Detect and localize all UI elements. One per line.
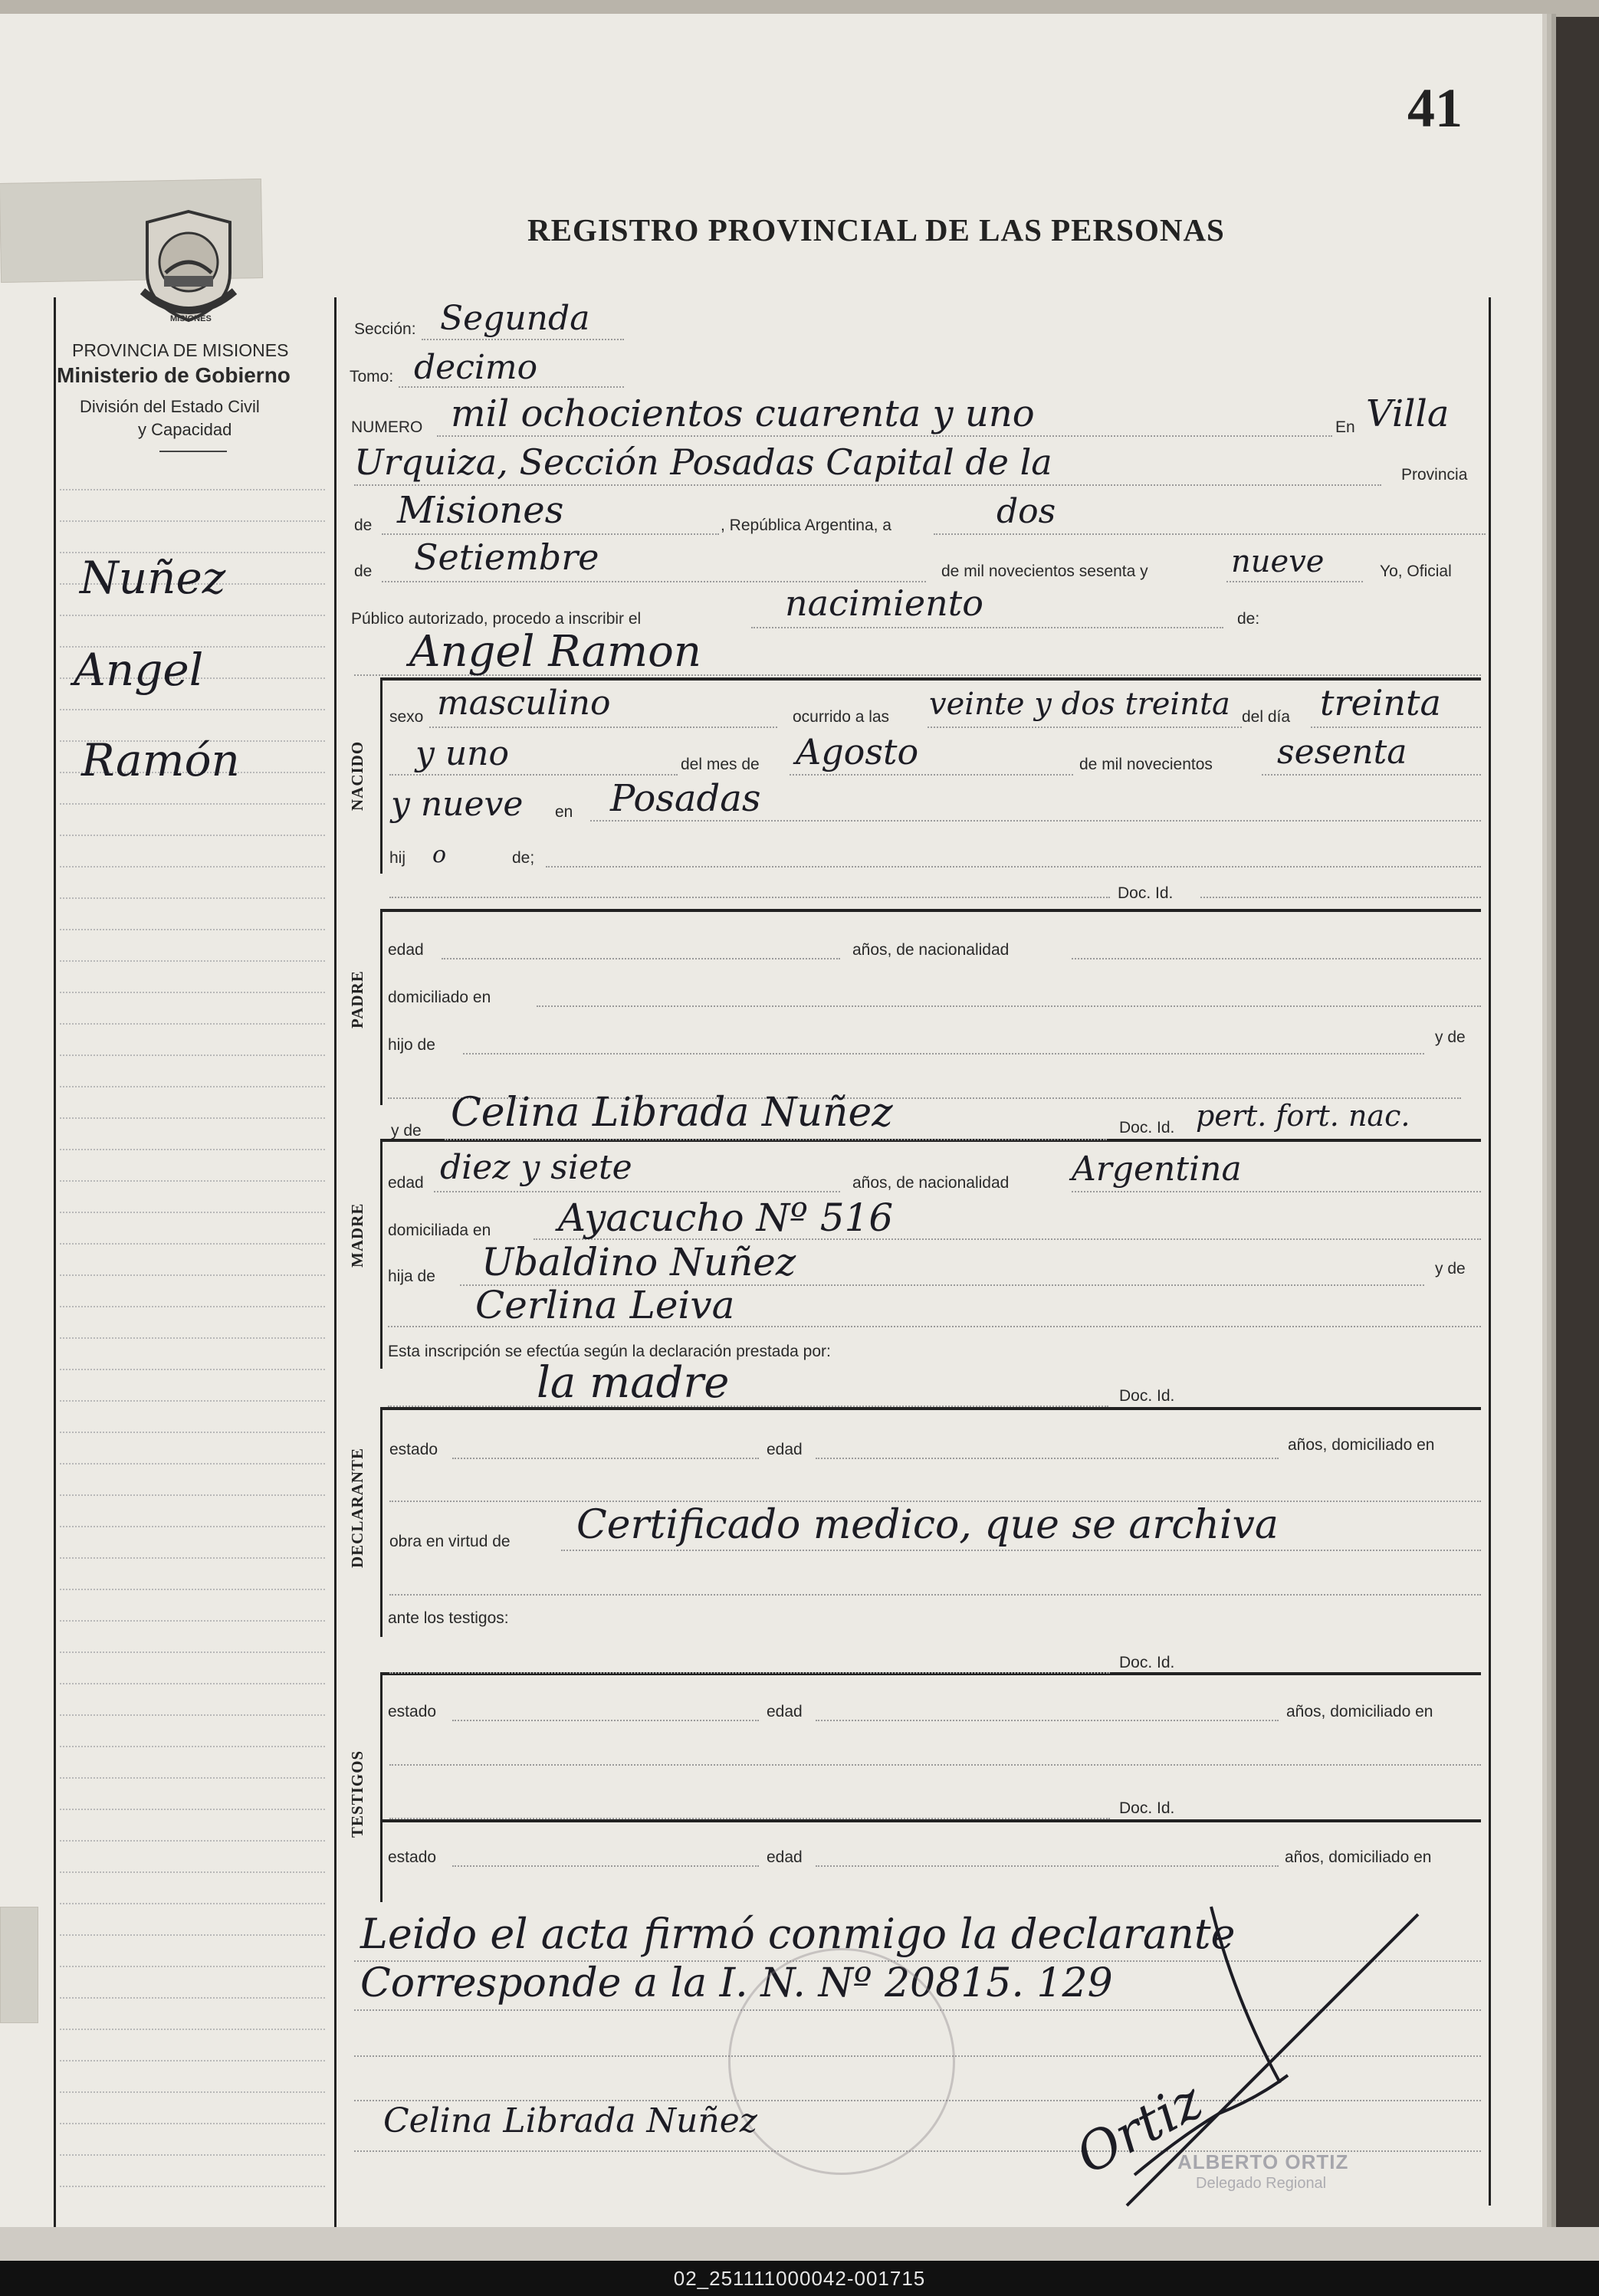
margin-ruled-line <box>60 1620 325 1622</box>
margin-ruled-line <box>60 1180 325 1182</box>
bracket-testigos <box>380 1672 383 1902</box>
line-testigo1-nombre <box>389 1672 1110 1674</box>
line-nac-padre <box>1072 958 1481 959</box>
margin-ruled-line <box>60 960 325 962</box>
margin-ruled-line <box>60 1243 325 1245</box>
margin-ruled-line <box>60 1777 325 1779</box>
label-domiciliado-padre: domiciliado en <box>388 989 491 1006</box>
margin-ruled-line <box>60 1746 325 1747</box>
margin-ruled-line <box>60 1117 325 1119</box>
value-lugar-nac: Posadas <box>610 777 761 820</box>
label-del-dia: del día <box>1242 708 1291 726</box>
margin-ruled-line <box>60 709 325 710</box>
label-hija-de: hija de <box>388 1268 435 1285</box>
label-de-colon: de: <box>1237 610 1260 628</box>
line-hij-de <box>546 866 1481 868</box>
line-place <box>354 484 1381 486</box>
form-right-border <box>1489 297 1491 2206</box>
label-doc-id-nacido: Doc. Id. <box>1118 884 1174 902</box>
margin-ruled-line <box>60 897 325 899</box>
margin-ruled-line <box>60 2186 325 2187</box>
line-anio-nac <box>1262 774 1481 776</box>
line-nac-doc <box>389 897 1110 898</box>
margin-ruled-line <box>60 1086 325 1087</box>
label-doc-id-decl: Doc. Id. <box>1119 1387 1175 1405</box>
label-hijo-de: hijo de <box>388 1036 435 1054</box>
label-anos-dom-t1: años, domiciliado en <box>1286 1703 1433 1720</box>
margin-ruled-line <box>60 1274 325 1276</box>
bracket-padre <box>380 909 383 1105</box>
margin-ruled-line <box>60 2060 325 2061</box>
label-estado-t2: estado <box>388 1848 437 1866</box>
line-dia-nac2 <box>389 774 678 776</box>
margin-ruled-line <box>60 866 325 868</box>
value-hora: veinte y dos treinta <box>929 687 1230 722</box>
bracket-nacido <box>380 677 383 874</box>
stamp-name: ALBERTO ORTIZ <box>1177 2150 1349 2173</box>
margin-first-name: Angel <box>74 644 204 696</box>
label-estado-t1: estado <box>388 1703 437 1720</box>
margin-ruled-line <box>60 489 325 490</box>
line-mes-nac <box>790 774 1073 776</box>
line-edad-t2 <box>816 1865 1279 1867</box>
value-declarante: la madre <box>537 1358 730 1408</box>
margin-ruled-line <box>60 1557 325 1559</box>
closing-text-1: Leido el acta firmó conmigo la declarante <box>360 1910 1236 1958</box>
section-label-testigos: TESTIGOS <box>348 1750 366 1838</box>
label-edad-decl: edad <box>767 1441 803 1458</box>
province-name: PROVINCIA DE MISIONES <box>72 340 289 360</box>
label-y-de-madre2: y de <box>1435 1260 1466 1278</box>
value-obra: Certificado medico, que se archiva <box>576 1502 1279 1548</box>
label-publico: Público autorizado, procedo a inscribir el <box>351 610 642 628</box>
seal-icon <box>135 205 242 328</box>
label-y-de-madre: y de <box>391 1122 422 1140</box>
value-acto: nacimiento <box>785 582 983 624</box>
margin-ruled-line <box>60 2123 325 2124</box>
label-del-mes: del mes de <box>681 756 760 773</box>
line-edad-t1 <box>816 1720 1279 1721</box>
label-obra: obra en virtud de <box>389 1533 511 1550</box>
margin-ruled-line <box>60 2029 325 2030</box>
division-line2: y Capacidad <box>138 420 232 439</box>
tape-strip <box>0 1907 38 2023</box>
section-label-nacido: NACIDO <box>348 740 366 811</box>
label-republica: , República Argentina, a <box>721 517 891 534</box>
value-mes-nac: Agosto <box>796 731 919 772</box>
value-tomo: decimo <box>414 348 538 387</box>
line-acto <box>751 627 1223 628</box>
value-dia-nac: treinta <box>1320 682 1441 723</box>
margin-ruled-line <box>60 1212 325 1213</box>
value-provincia: Misiones <box>397 489 564 532</box>
label-ocurrido: ocurrido a las <box>793 708 890 726</box>
value-madre-nombre: Celina Librada Nuñez <box>451 1090 893 1136</box>
line-edad-decl <box>816 1458 1279 1459</box>
label-hij: hij <box>389 849 406 867</box>
label-de2: de <box>354 563 373 580</box>
line-obra2 <box>389 1594 1481 1596</box>
label-anos-dom-decl: años, domiciliado en <box>1288 1436 1435 1454</box>
label-tomo: Tomo: <box>350 368 394 385</box>
section-label-padre: PADRE <box>348 970 366 1028</box>
line-anio <box>1226 581 1363 582</box>
label-en-lower: en <box>555 803 573 821</box>
margin-ruled-line <box>60 1306 325 1307</box>
value-madre-doc: pert. fort. nac. <box>1196 1099 1410 1133</box>
line-dia-nac <box>1311 727 1481 728</box>
bracket-declarante <box>380 1407 383 1637</box>
margin-ruled-line <box>60 835 325 836</box>
value-mes: Setiembre <box>414 536 599 578</box>
stamp-role: Delegado Regional <box>1196 2175 1327 2192</box>
label-de-semicolon: de; <box>512 849 535 867</box>
line-numero <box>437 435 1332 437</box>
margin-ruled-line <box>60 1369 325 1370</box>
label-provincia: Provincia <box>1401 466 1468 484</box>
signature-madre: Celina Librada Nuñez <box>383 2101 757 2140</box>
line-testigo2-nombre <box>389 1818 1110 1819</box>
label-doc-id-t1: Doc. Id. <box>1119 1654 1175 1671</box>
register-page <box>0 14 1542 2227</box>
margin-ruled-line <box>60 1997 325 1999</box>
margin-ruled-line <box>60 1589 325 1590</box>
line-edad-padre <box>442 958 840 959</box>
margin-ruled-line <box>60 803 325 805</box>
margin-ruled-line <box>60 1463 325 1465</box>
label-yo-oficial: Yo, Oficial <box>1380 563 1452 580</box>
label-doc-id-t2: Doc. Id. <box>1119 1799 1175 1817</box>
section-label-madre: MADRE <box>348 1202 366 1268</box>
section-label-declarante: DECLARANTE <box>348 1447 366 1568</box>
label-edad-t2: edad <box>767 1848 803 1866</box>
value-dia-nac2: y uno <box>415 734 510 773</box>
section-divider-padre <box>380 909 1481 912</box>
value-anio-nac2: y nueve <box>391 785 524 824</box>
value-anio-nac: sesenta <box>1277 733 1407 772</box>
line-estado-decl <box>452 1458 759 1459</box>
label-edad-t1: edad <box>767 1703 803 1720</box>
label-seccion: Sección: <box>354 320 416 338</box>
margin-ruled-line <box>60 1840 325 1842</box>
page-title: REGISTRO PROVINCIAL DE LAS PERSONAS <box>527 212 1225 248</box>
margin-ruled-line <box>60 1871 325 1873</box>
margin-ruled-line <box>60 929 325 930</box>
margin-ruled-line <box>60 1683 325 1684</box>
divider <box>159 451 227 452</box>
margin-ruled-line <box>60 1966 325 1967</box>
value-madre-hija-de: Ubaldino Nuñez <box>481 1240 796 1284</box>
line-t1-dom <box>389 1764 1481 1766</box>
margin-surname: Nuñez <box>80 552 226 604</box>
label-y-de-padre: y de <box>1435 1028 1466 1046</box>
margin-ruled-line <box>60 1494 325 1496</box>
line-edad-madre <box>434 1191 840 1192</box>
label-anos-dom-t2: años, domiciliado en <box>1285 1848 1432 1866</box>
label-edad-padre: edad <box>388 941 424 959</box>
label-numero: NUMERO <box>351 418 423 436</box>
value-numero: mil ochocientos cuarenta y uno <box>451 392 1035 435</box>
official-round-stamp <box>728 1948 955 2175</box>
margin-ruled-line <box>60 1023 325 1025</box>
signature-oficial: Ortiz <box>1066 2070 1213 2187</box>
margin-ruled-line <box>60 2154 325 2156</box>
value-hij: o <box>432 841 447 868</box>
margin-ruled-line <box>60 1714 325 1716</box>
margin-ruled-line <box>60 520 325 522</box>
bracket-madre <box>380 1139 383 1369</box>
margin-ruled-line <box>60 1934 325 1936</box>
margin-ruled-line <box>60 1432 325 1433</box>
margin-second-name: Ramón <box>81 734 240 786</box>
label-anos-nac-padre: años, de nacionalidad <box>852 941 1010 959</box>
margin-ruled-line <box>60 1809 325 1810</box>
line-obra <box>561 1550 1481 1551</box>
margin-ruled-line <box>60 615 325 616</box>
value-anio: nueve <box>1231 544 1325 579</box>
image-caption: 02_251111000042-001715 <box>0 2261 1599 2296</box>
margin-ruled-line <box>60 2091 325 2093</box>
line-seccion <box>422 339 624 340</box>
label-esta-inscripcion: Esta inscripción se efectúa según la declaración prestada por: <box>388 1343 831 1360</box>
section-divider-nacido <box>380 677 1481 681</box>
margin-line-right <box>334 297 337 2229</box>
line-declarante <box>388 1405 1108 1407</box>
line-estado-t1 <box>452 1720 759 1721</box>
ministry-name: Ministerio de Gobierno <box>57 363 291 387</box>
value-madre-hija-de2: Cerlina Leiva <box>475 1283 735 1327</box>
value-en: Villa <box>1366 392 1450 435</box>
margin-ruled-line <box>60 1337 325 1339</box>
label-en: En <box>1335 418 1355 436</box>
label-estado-decl: estado <box>389 1441 438 1458</box>
value-seccion: Segunda <box>440 299 590 338</box>
line-hijo-de <box>463 1053 1424 1055</box>
section-divider-testigo2 <box>380 1819 1481 1822</box>
line-dom-padre <box>537 1005 1481 1007</box>
label-sexo: sexo <box>389 708 424 726</box>
value-madre-nac: Argentina <box>1072 1150 1242 1189</box>
margin-ruled-line <box>60 1149 325 1150</box>
value-sexo: masculino <box>437 684 611 723</box>
margin-ruled-line <box>60 1400 325 1402</box>
line-nac-doc2 <box>1200 897 1481 898</box>
line-madre-nombre <box>445 1139 1107 1140</box>
value-place: Urquiza, Sección Posadas Capital de la <box>354 441 1052 483</box>
margin-ruled-line <box>60 1055 325 1056</box>
line-provincia <box>382 533 719 535</box>
value-madre-dom: Ayacucho Nº 516 <box>558 1196 894 1240</box>
label-doc-id-madre: Doc. Id. <box>1119 1119 1175 1137</box>
margin-ruled-line <box>60 1526 325 1527</box>
line-sexo <box>429 727 777 728</box>
line-estado-t2 <box>452 1865 759 1867</box>
line-dia <box>934 533 1486 535</box>
margin-ruled-line <box>60 992 325 993</box>
margin-ruled-line <box>60 1903 325 1904</box>
line-hora <box>928 727 1242 728</box>
label-domiciliada-madre: domiciliada en <box>388 1222 491 1239</box>
closing-text-2: Corresponde a la I. N. Nº 20815. 129 <box>360 1960 1113 2006</box>
value-madre-edad: diez y siete <box>440 1148 632 1187</box>
line-lugar-nac <box>590 820 1481 822</box>
label-de: de <box>354 517 373 534</box>
line-nac-madre <box>1072 1191 1481 1192</box>
label-anos-nac-madre: años, de nacionalidad <box>852 1174 1010 1192</box>
label-de-mil-nov: de mil novecientos <box>1079 756 1213 773</box>
label-edad-madre: edad <box>388 1174 424 1192</box>
signature-strokes <box>1058 1884 1456 2221</box>
page-bottom-edge <box>0 2227 1599 2265</box>
page-number: 41 <box>1407 77 1463 139</box>
division-line1: División del Estado Civil <box>80 397 260 416</box>
label-de-mil: de mil novecientos sesenta y <box>941 563 1148 580</box>
margin-line-left <box>54 297 56 2229</box>
value-nombre: Angel Ramon <box>409 627 701 677</box>
seal-bottom-text: MISIONES <box>170 314 212 323</box>
provincial-seal <box>135 205 242 328</box>
margin-ruled-line <box>60 1651 325 1653</box>
label-ante-testigos: ante los testigos: <box>388 1609 509 1627</box>
value-dia: dos <box>997 492 1056 531</box>
